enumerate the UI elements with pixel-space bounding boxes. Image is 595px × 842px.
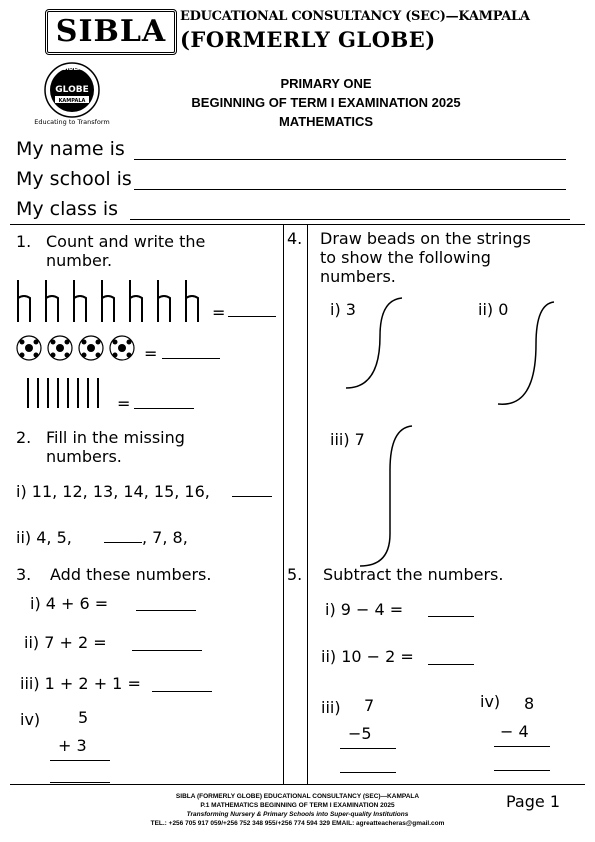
q4-i-string[interactable] xyxy=(340,296,410,396)
q1b-equals: = xyxy=(144,344,158,363)
q5-iv-bottom: − 4 xyxy=(500,722,529,741)
q5-ii-answer[interactable] xyxy=(428,664,474,665)
name-field[interactable] xyxy=(134,158,566,160)
q4-ii: ii) 0 xyxy=(478,300,509,319)
footer-line-4: TEL.: +256 705 917 059/+256 752 348 955/+256 774 594 329 EMAIL: agreatteacheras@gmail.com xyxy=(150,820,445,827)
name-label: My name is xyxy=(16,138,125,160)
q2-i: i) 11, 12, 13, 14, 15, 16, xyxy=(16,482,210,501)
q3-text: Add these numbers. xyxy=(50,565,212,584)
q5-iii-top: 7 xyxy=(364,696,375,715)
q5-number: 5. xyxy=(287,565,303,584)
q4-number: 4. xyxy=(287,229,303,248)
q2-ii-a: ii) 4, 5, xyxy=(16,528,72,547)
section-divider-top xyxy=(10,224,585,225)
q5-iv-answer[interactable] xyxy=(494,770,550,771)
q5-iv: iv) xyxy=(480,692,501,711)
q3-iv-answer[interactable] xyxy=(50,782,110,783)
q4-text-2: to show the following xyxy=(320,248,491,267)
exam-title: BEGINNING OF TERM I EXAMINATION 2025 xyxy=(191,95,461,110)
q5-i-answer[interactable] xyxy=(428,616,474,617)
q3-i-answer[interactable] xyxy=(136,610,196,611)
logo-motto: Educating to Transform xyxy=(34,118,110,126)
q4-text-3: numbers. xyxy=(320,267,396,286)
footer-line-3: Transforming Nursery & Primary Schools into Super-quality Institutions xyxy=(186,811,409,818)
school-label: My school is xyxy=(16,168,132,190)
q2-text-1: Fill in the missing xyxy=(46,428,185,447)
footer-line-2: P.1 MATHEMATICS BEGINNING OF TERM I EXAMINATION 2025 xyxy=(200,802,395,809)
subject-title: MATHEMATICS xyxy=(278,114,374,129)
q4-ii-string[interactable] xyxy=(490,300,562,412)
q4-text-1: Draw beads on the strings xyxy=(320,229,531,248)
q1a-answer[interactable] xyxy=(228,316,276,317)
q2-text-2: numbers. xyxy=(46,447,122,466)
q2-number: 2. xyxy=(16,428,32,447)
class-field[interactable] xyxy=(130,218,570,220)
q3-i: i) 4 + 6 = xyxy=(30,594,109,613)
formerly-globe: (FORMERLY GLOBE) xyxy=(180,27,436,52)
name-row xyxy=(16,138,125,160)
q2-ii-b: , 7, 8, xyxy=(142,528,188,547)
q3-ii: ii) 7 + 2 = xyxy=(24,633,107,652)
section-divider-bottom xyxy=(10,784,585,785)
logo-top-text: SIBLA xyxy=(62,65,82,72)
page-number: Page 1 xyxy=(506,792,560,811)
q5-iii-line xyxy=(340,748,396,749)
class-row xyxy=(16,198,118,220)
school-row xyxy=(16,168,132,190)
q5-text: Subtract the numbers. xyxy=(323,565,504,584)
q3-ii-answer[interactable] xyxy=(132,650,202,651)
q1b-answer[interactable] xyxy=(162,358,220,359)
class-title: PRIMARY ONE xyxy=(280,76,372,91)
h-shapes-group xyxy=(16,278,216,324)
football-icons-group xyxy=(14,334,144,362)
q1a-equals: = xyxy=(212,303,226,322)
q5-iii-answer[interactable] xyxy=(340,772,396,773)
brand-logo-text: SIBLA xyxy=(45,9,177,55)
q4-i: i) 3 xyxy=(330,300,356,319)
q5-iv-top: 8 xyxy=(524,694,535,713)
q3-iv-line xyxy=(50,760,110,761)
class-label: My class is xyxy=(16,198,119,220)
logo-globe-text: GLOBE xyxy=(55,85,89,95)
q5-iii: iii) xyxy=(321,698,341,717)
school-field[interactable] xyxy=(134,188,566,190)
globe-logo-icon xyxy=(22,58,122,126)
q4-iii: iii) 7 xyxy=(330,430,365,449)
footer-line-1: SIBLA (FORMERLY GLOBE) EDUCATIONAL CONSULTANCY (SEC)—KAMPALA xyxy=(175,793,420,800)
q3-iv-top: 5 xyxy=(78,708,89,727)
q3-iv-bottom: + 3 xyxy=(58,736,87,755)
q5-i: i) 9 − 4 = xyxy=(325,600,404,619)
q4-iii-string[interactable] xyxy=(354,424,420,570)
q1-text-1: Count and write the xyxy=(46,232,206,251)
column-divider-left xyxy=(283,224,284,784)
q3-iv: iv) xyxy=(20,710,41,729)
q1-text-2: number. xyxy=(46,251,113,270)
q1c-equals: = xyxy=(117,394,131,413)
column-divider-right xyxy=(307,224,308,784)
q3-number: 3. xyxy=(16,565,32,584)
q5-ii: ii) 10 − 2 = xyxy=(321,647,414,666)
q3-iii-answer[interactable] xyxy=(152,691,212,692)
q1c-answer[interactable] xyxy=(134,408,194,409)
q5-iv-line xyxy=(494,746,550,747)
sticks-group xyxy=(24,376,116,410)
q2-ii-answer[interactable] xyxy=(104,542,142,543)
q3-iii: iii) 1 + 2 + 1 = xyxy=(20,674,141,693)
q1-number: 1. xyxy=(16,232,32,251)
q5-iii-bottom: −5 xyxy=(348,724,372,743)
q2-i-answer[interactable] xyxy=(232,496,272,497)
logo-sub-text: KAMPALA xyxy=(58,98,86,104)
consultancy-name: EDUCATIONAL CONSULTANCY (SEC)—KAMPALA xyxy=(180,9,530,24)
